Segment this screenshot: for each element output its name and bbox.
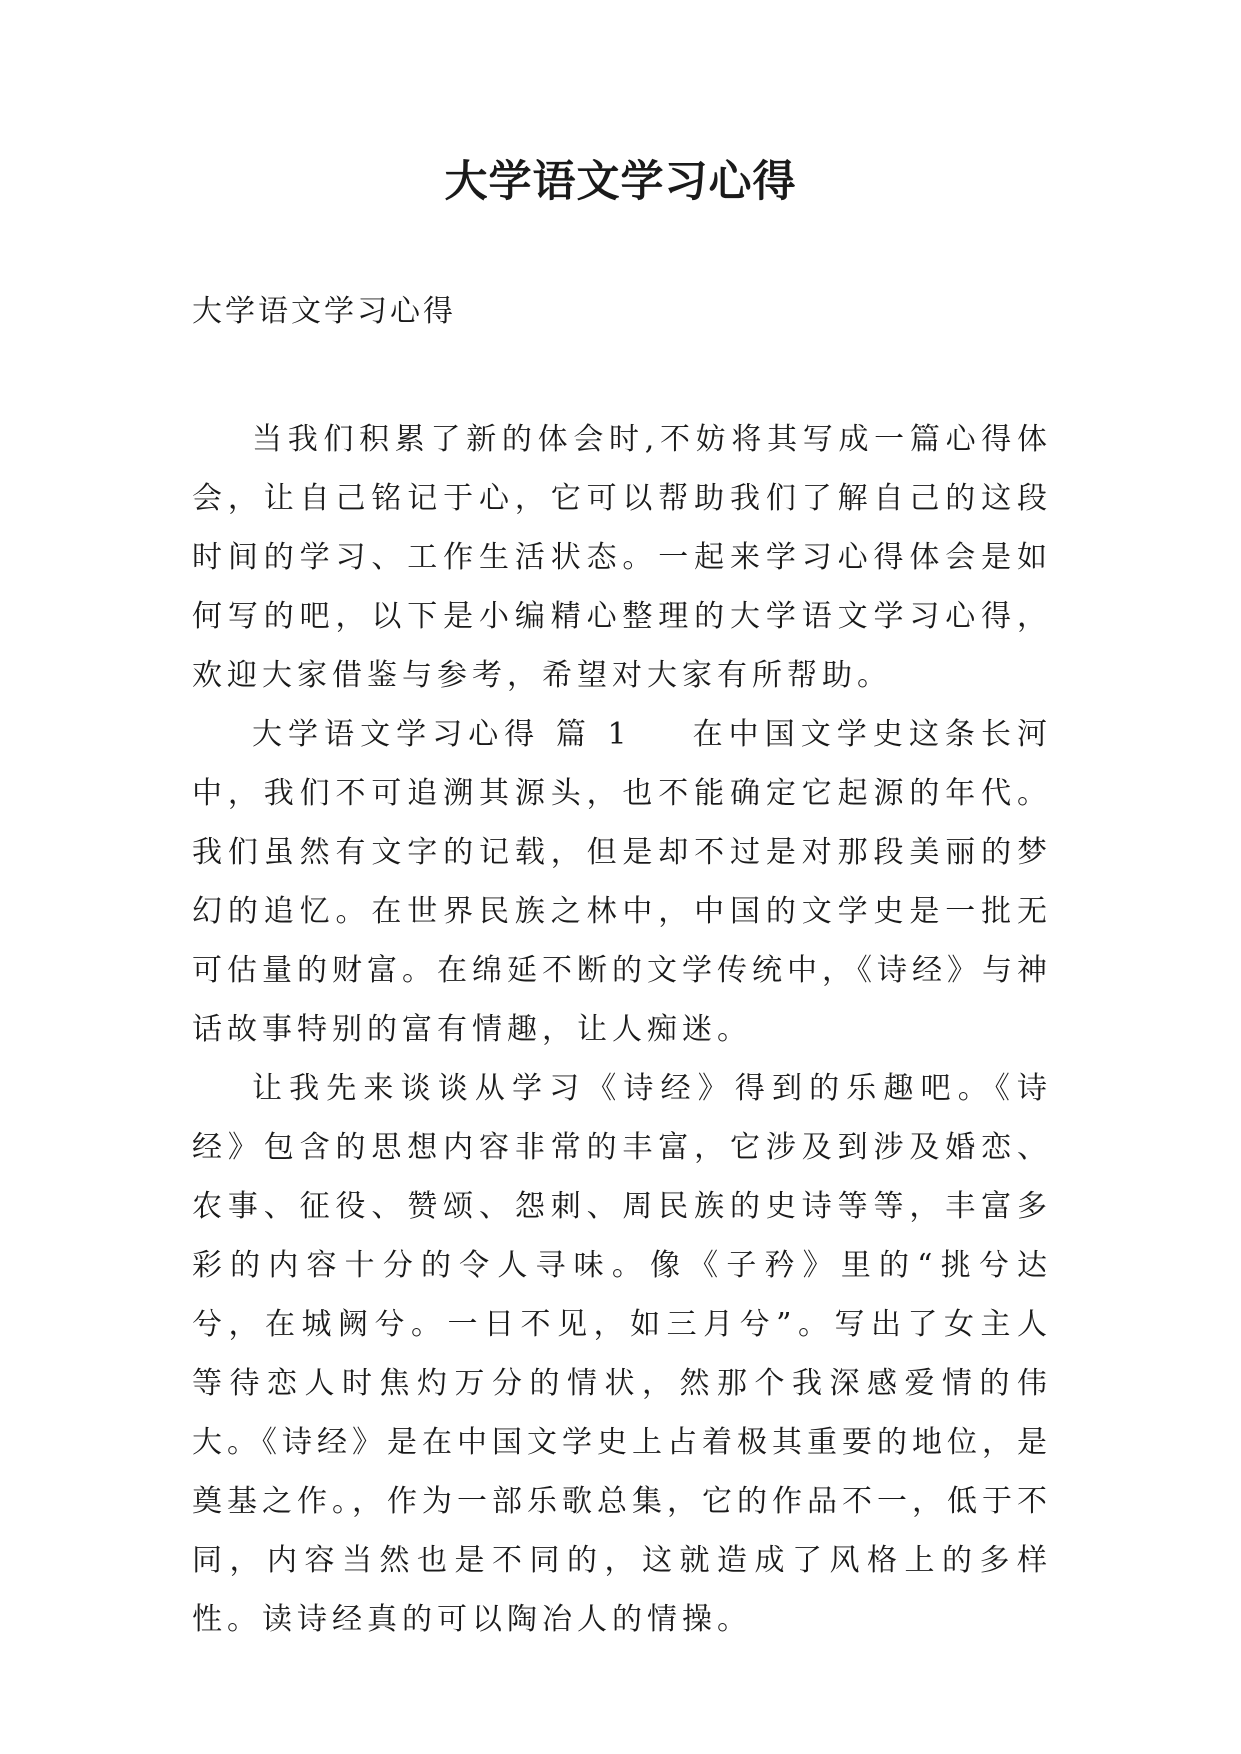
document-title: 大学语文学习心得 (444, 157, 797, 207)
section-1-paragraph-2: 让我先来谈谈从学习《诗经》得到的乐趣吧。《诗经》包含的思想内容非常的丰富，它涉及到涉及婚恋、农事、征役、赞颂、怨刺、周民族的史诗等等，丰富多彩的内容十分的令人寻味。像《子矜》里的“挑兮达兮，在城阙兮。一日不见，如三月兮”。写出了女主人等待恋人时焦灼万分的情状，然那个我深感爱情的伟大。《诗经》是在中国文学史上占着极其重要的地位，是奠基之作。，作为一部乐歌总集，它的作品不一，低于不同，内容当然也是不同的，这就造成了风格上的多样性。读诗经真的可以陶冶人的情操。 (192, 1071, 1052, 1637)
section-1-paragraph (192, 705, 1052, 1059)
document-body (192, 410, 1052, 1649)
section-heading: 大学语文学习心得 篇 1 (252, 717, 632, 752)
document-subtitle: 大学语文学习心得 (192, 294, 456, 329)
intro-paragraph: 当我们积累了新的体会时,不妨将其写成一篇心得体会，让自己铭记于心，它可以帮助我们了解自己的这段时间的学习、工作生活状态。一起来学习心得体会是如何写的吧，以下是小编精心整理的大学语文学习心得，欢迎大家借鉴与参考，希望对大家有所帮助。 (192, 422, 1052, 693)
section-1-text: 在中国文学史这条长河中，我们不可追溯其源头，也不能确定它起源的年代。我们虽然有文字的记载，但是却不过是对那段美丽的梦幻的追忆。在世界民族之林中，中国的文学史是一批无可估量的财富。在绵延不断的文学传统中，《诗经》与神话故事特别的富有情趣，让人痴迷。 (192, 717, 1052, 1047)
